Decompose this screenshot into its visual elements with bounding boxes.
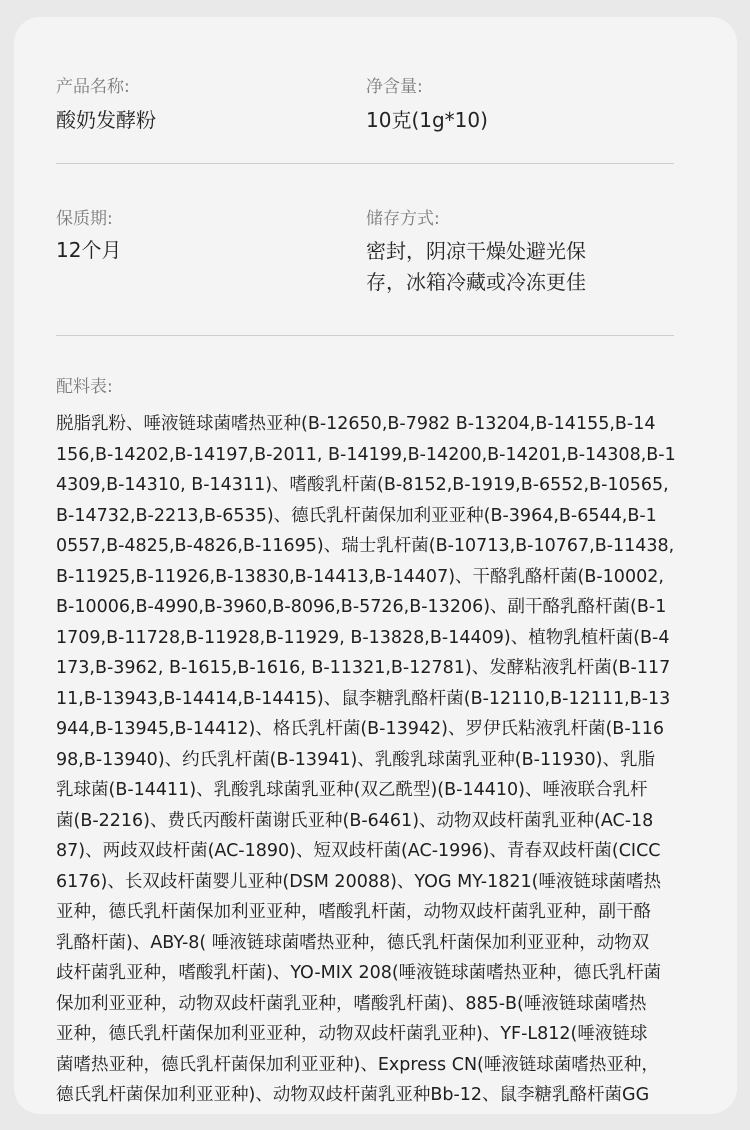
ingredients-line: 0557,B-4825,B-4826,B-11695)、瑞士乳杆菌(B-10713,B-10767,B-11438, [56, 536, 675, 556]
ingredients-line: 歧杆菌乳亚种，嗜酸乳杆菌)、YO-MIX 208(唾液链球菌嗜热亚种，德氏乳杆菌 [56, 963, 662, 983]
ingredients-line: 乳球菌(B-14411)、乳酸乳球菌乳亚种(双乙酰型)(B-14410)、唾液联合乳杆 [56, 780, 648, 800]
ingredients-line: 944,B-13945,B-14412)、格氏乳杆菌(B-13942)、罗伊氏粘液乳杆菌(B-116 [56, 719, 665, 739]
storage-line: 密封，阴凉干燥处避光保 [366, 239, 586, 263]
ingredients-line: 6176)、长双歧杆菌婴儿亚种(DSM 20088)、YOG MY-1821(唾液链球菌嗜热 [56, 871, 661, 892]
ingredients-line: 4309,B-14310, B-14311)、嗜酸乳杆菌(B-8152,B-1919,B-6552,B-10565, [56, 475, 669, 495]
ingredients-line: 亚种，德氏乳杆菌保加利亚亚种，动物双歧杆菌乳亚种)、YF-L812(唾液链球 [56, 1024, 648, 1044]
ingredients-line: 保加利亚亚种，动物双歧杆菌乳亚种，嗜酸乳杆菌)、885-B(唾液链球菌嗜热 [56, 993, 647, 1014]
ingredients-line: 菌(B-2216)、费氏丙酸杆菌谢氏亚种(B-6461)、动物双歧杆菌乳亚种(AC-18 [56, 810, 654, 831]
ingredients-line: 173,B-3962, B-1615,B-1616, B-11321,B-12781)、发酵粘液乳杆菌(B-117 [56, 658, 671, 678]
product-name-label: 产品名称: [56, 77, 130, 97]
ingredients-line: 98,B-13940)、约氏乳杆菌(B-13941)、乳酸乳球菌乳亚种(B-11930)、乳脂 [56, 749, 655, 770]
net-content-value: 10克(1g*10) [366, 108, 488, 132]
ingredients-line: 德氏乳杆菌保加利亚亚种)、动物双歧杆菌乳亚种Bb-12、鼠李糖乳酪杆菌GG [56, 1085, 650, 1105]
ingredients-line: B-11925,B-11926,B-13830,B-14413,B-14407)、干酪乳酪杆菌(B-10002, [56, 566, 664, 587]
ingredients-label: 配料表: [56, 377, 113, 397]
ingredients-text [56, 409, 696, 1111]
shelf-life-value: 12个月 [56, 238, 122, 262]
net-content-label: 净含量: [366, 77, 423, 97]
storage-label: 储存方式: [366, 209, 440, 229]
divider [56, 335, 674, 336]
storage-line: 存，冰箱冷藏或冷冻更佳 [366, 270, 586, 294]
product-name-value: 酸奶发酵粉 [56, 108, 156, 132]
ingredients-line: B-10006,B-4990,B-3960,B-8096,B-5726,B-13206)、副干酪乳酪杆菌(B-1 [56, 597, 667, 617]
ingredients-line: 脱脂乳粉、唾液链球菌嗜热亚种(B-12650,B-7982 B-13204,B-14155,B-14 [56, 414, 656, 434]
ingredients-line: 菌嗜热亚种，德氏乳杆菌保加利亚亚种)、Express CN(唾液链球菌嗜热亚种， [56, 1054, 659, 1075]
divider [56, 163, 674, 164]
ingredients-line: 11,B-13943,B-14414,B-14415)、鼠李糖乳酪杆菌(B-12110,B-12111,B-13 [56, 688, 671, 709]
ingredients-line: 亚种，德氏乳杆菌保加利亚亚种，嗜酸乳杆菌，动物双歧杆菌乳亚种，副干酪 [56, 902, 651, 922]
ingredients-line: 1709,B-11728,B-11928,B-11929, B-13828,B-14409)、植物乳植杆菌(B-4 [56, 627, 670, 648]
ingredients-line: B-14732,B-2213,B-6535)、德氏乳杆菌保加利亚亚种(B-3964,B-6544,B-1 [56, 505, 657, 526]
storage-value [366, 236, 586, 298]
ingredients-line: 87)、两歧双歧杆菌(AC-1890)、短双歧杆菌(AC-1996)、青春双歧杆菌(CICC [56, 841, 661, 861]
ingredients-line: 乳酪杆菌)、ABY-8( 唾液链球菌嗜热亚种，德氏乳杆菌保加利亚亚种，动物双 [56, 932, 650, 953]
shelf-life-label: 保质期: [56, 209, 113, 229]
ingredients-line: 156,B-14202,B-14197,B-2011, B-14199,B-14200,B-14201,B-14308,B-1 [56, 444, 676, 465]
